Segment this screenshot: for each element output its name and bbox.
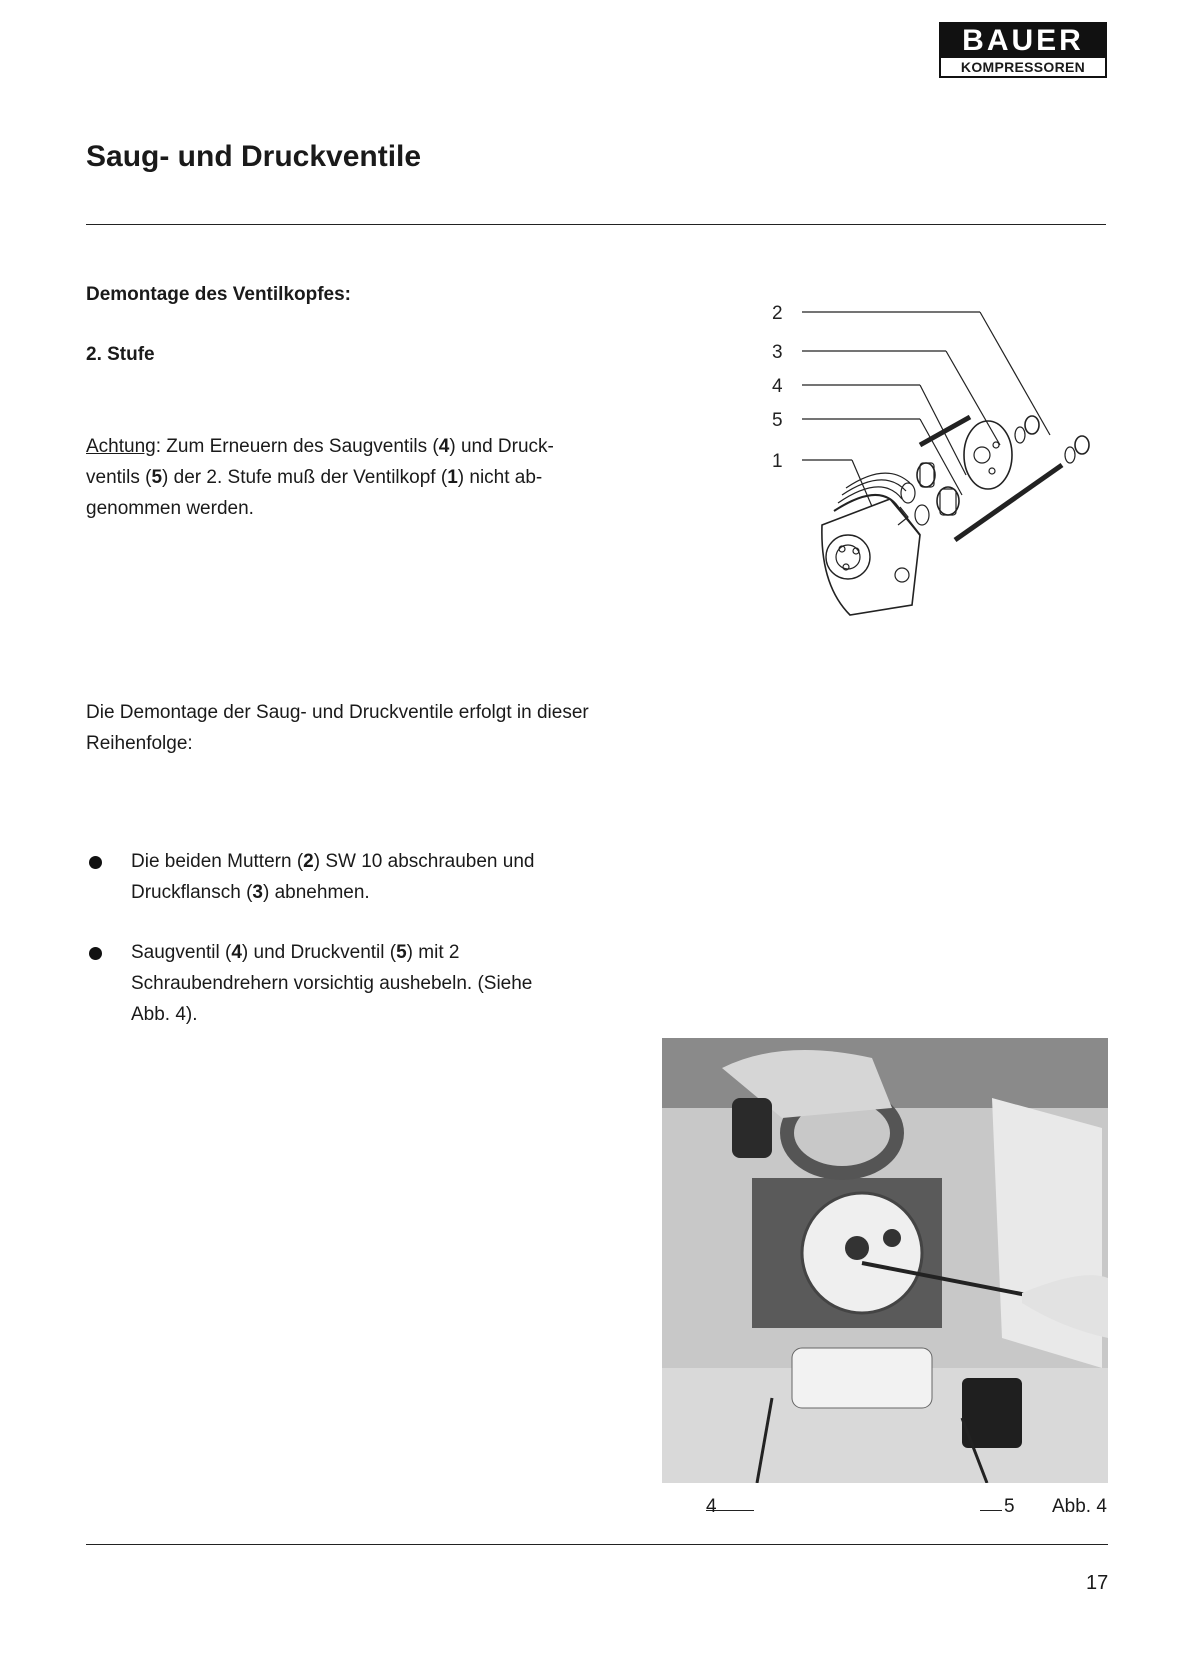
pressure-flange [964, 421, 1012, 489]
intro-paragraph: Die Demontage der Saug- und Druckventile erfolgt in dieser Reihenfolge: [86, 702, 589, 754]
stage-heading: 2. Stufe [86, 344, 155, 365]
photo-label-5: 5 [1004, 1496, 1015, 1517]
step-2: Saugventil (4) und Druckventil (5) mit 2 Schraubendrehern vorsichtig aushebeln. (Siehe Abb. 4). [131, 942, 533, 1025]
bullet-icon [89, 856, 102, 869]
callout-label: 2 [772, 303, 783, 324]
bullet-icon [89, 947, 102, 960]
logo-brand: BAUER [939, 22, 1107, 58]
photo-label-4: 4 [706, 1496, 717, 1517]
callout-label: 5 [772, 410, 783, 431]
warning-paragraph: Achtung: Zum Erneuern des Saugventils (4) und Druck-ventils (5) der 2. Stufe muß der Ventilkopf (1) nicht ab-genommen werden. [86, 436, 554, 519]
top-divider [86, 224, 1106, 225]
figure-photo [662, 1038, 1108, 1483]
callout-label: 1 [772, 451, 783, 472]
warning-label: Achtung [86, 436, 156, 457]
brand-logo [939, 22, 1107, 78]
figure-caption: Abb. 4 [1052, 1496, 1107, 1517]
logo-subtitle: KOMPRESSOREN [939, 58, 1107, 78]
page-number: 17 [1086, 1572, 1109, 1594]
section-heading: Demontage des Ventilkopfes: [86, 284, 352, 305]
page-title: Saug- und Druckventile [86, 140, 422, 173]
callout-label: 4 [772, 376, 783, 397]
bottom-divider [86, 1544, 1108, 1545]
step-1: Die beiden Muttern (2) SW 10 abschrauben und Druckflansch (3) abnehmen. [131, 851, 535, 903]
label-leader-5 [980, 1510, 1002, 1511]
valve-exploded-diagram [770, 285, 1110, 645]
callout-label: 3 [772, 342, 783, 363]
